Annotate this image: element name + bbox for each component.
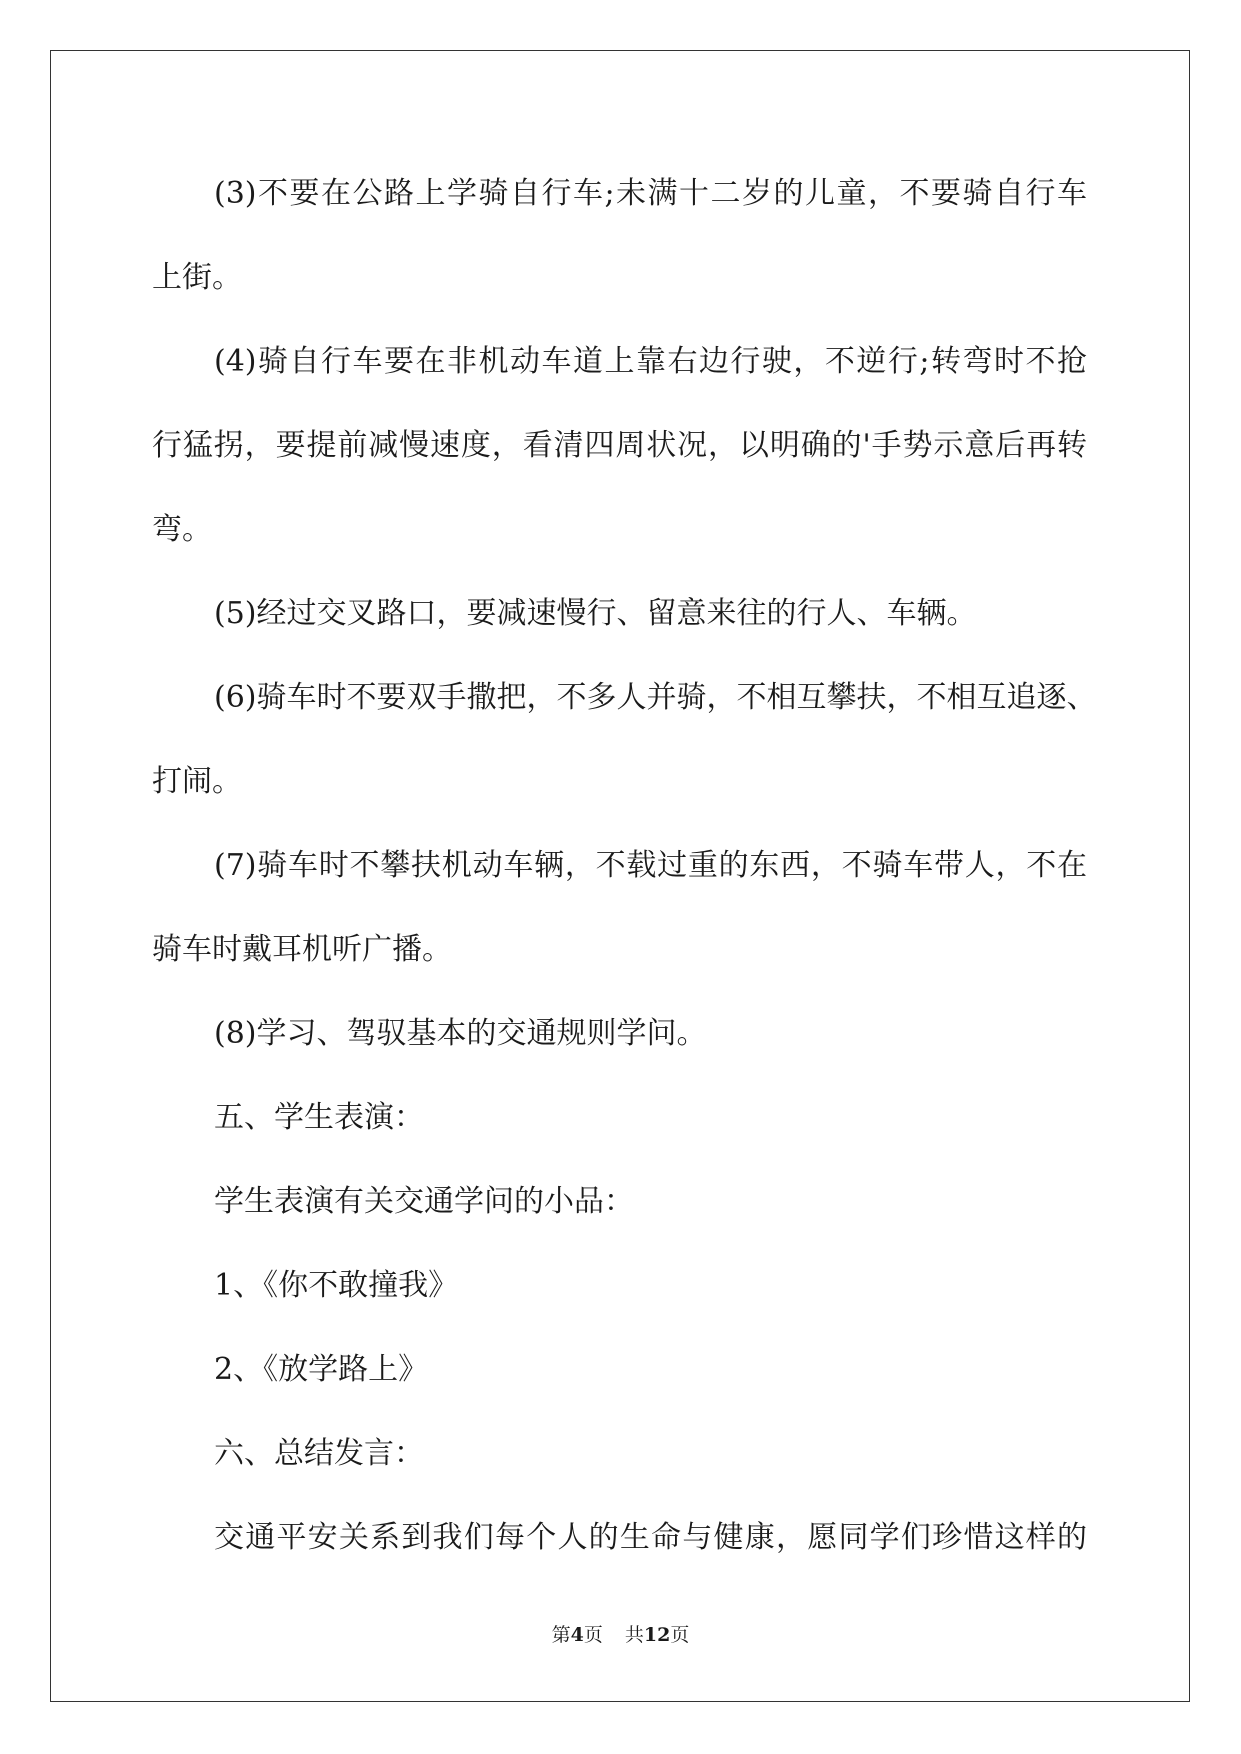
text-line: 1、《你不敢撞我》 [214,1268,459,1303]
page-footer [0,1620,1241,1647]
text-line: (4)骑自行车要在非机动车道上靠右边行驶，不逆行;转弯时不抢 [214,344,1087,379]
text-line: 六、总结发言： [214,1436,424,1471]
text-line: (8)学习、驾驭基本的交通规则学问。 [214,1016,707,1051]
total-prefix: 共 [624,1624,644,1646]
page-number: 4 [570,1624,584,1646]
text-line: 学生表演有关交通学问的小品： [214,1184,634,1219]
text-line: (3)不要在公路上学骑自行车;未满十二岁的儿童，不要骑自行车 [214,176,1087,211]
total-pages: 12 [643,1624,671,1646]
page-prefix: 第 [551,1624,571,1646]
document-body [152,165,1097,1593]
text-line: 上街。 [152,260,242,295]
page-suffix: 页 [583,1624,603,1646]
text-line: (5)经过交叉路口，要减速慢行、留意来往的行人、车辆。 [214,596,977,631]
text-line: 交通平安关系到我们每个人的生命与健康，愿同学们珍惜这样的 [214,1520,1087,1555]
text-line: (6)骑车时不要双手撒把，不多人并骑，不相互攀扶，不相互追逐、 [214,680,1097,715]
text-line: 行猛拐，要提前减慢速度，看清四周状况，以明确的'手势示意后再转 [152,428,1087,463]
total-suffix: 页 [670,1624,690,1646]
text-line: 五、学生表演： [214,1100,424,1135]
text-line: (7)骑车时不攀扶机动车辆，不载过重的东西，不骑车带人，不在 [214,848,1087,883]
text-line: 打闹。 [152,764,242,799]
text-line: 弯。 [152,512,212,547]
text-line: 骑车时戴耳机听广播。 [152,932,452,967]
text-line: 2、《放学路上》 [214,1352,429,1387]
